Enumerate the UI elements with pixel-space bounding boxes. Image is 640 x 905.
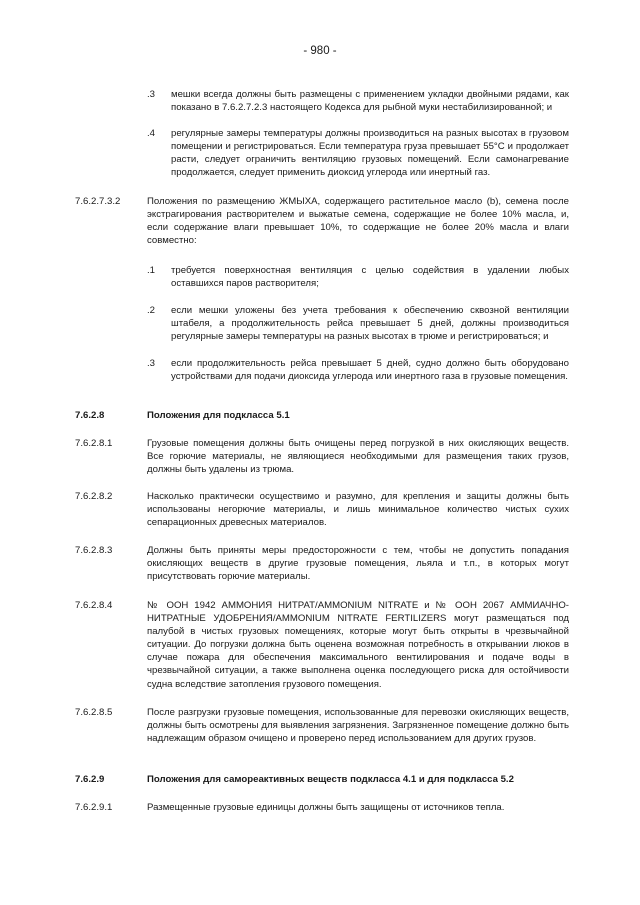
section-number: 7.6.2.8.2 [75, 491, 113, 502]
section-text: Должны быть приняты меры предосторожности с тем, чтобы не допустить попадания окисляющих веществ в другие грузовые помещения, льяла и т.п., в которых могут присутствовать горючие материалы. [147, 545, 569, 583]
section-text: Грузовые помещения должны быть очищены перед погрузкой в них окисляющих веществ. Все горючие материалы, не являющиеся необходимыми для размещения таких грузов, должны быть удалены из трюма. [147, 438, 569, 476]
item-text: если мешки уложены без учета требования к обеспечению сквозной вентиляции штабеля, а продолжительность рейса превышает 5 дней, должны производиться регулярные замеры температуры на разных высотах в трюме и регистрироваться; и [171, 305, 569, 343]
item-label: .2 [147, 305, 156, 316]
item-text: если продолжительность рейса превышает 5 дней, судно должно быть оборудовано устройствами для подачи диоксида углерода или инертного газа в грузовые помещения. [171, 358, 569, 383]
page-number: - 980 - [303, 45, 337, 57]
section-number: 7.6.2.8.5 [75, 707, 113, 718]
item-label: .3 [147, 89, 156, 100]
section-text: После разгрузки грузовые помещения, использованные для перевозки окисляющих веществ, должны быть осмотрены для выявления загрязнения. Загрязненное помещение должно быть надлежащим образом очищено и проверено перед использованием для других грузов. [147, 707, 569, 745]
section-number: 7.6.2.8.3 [75, 545, 113, 556]
item-text: регулярные замеры температуры должны производиться на разных высотах в грузовом помещении и регистрироваться. Если температура груза превышает 55°C и продолжает расти, следует ограничить вентиляцию грузовых помещений. Если самонагревание продолжается, следует применить диоксид углерода или инертный газ. [171, 128, 569, 179]
section-number: 7.6.2.8.1 [75, 438, 113, 449]
section-text: № ООН 1942 АММОНИЯ НИТРАТ/AMMONIUM NITRATE и № ООН 2067 АММИАЧНО-НИТРАТНЫЕ УДОБРЕНИЯ/AMMONIUM NITRATE FERTILIZERS могут размещаться под палубой в чистых грузовых помещениях, которые могут быть открыты в чрезвычайной ситуации. До погрузки должна быть оценена возможная потребность в открывании люков в случае пожара для обеспечения максимального вентилирования и подаче воды в чрезвычайной ситуации, а также выполнена оценка последующего риска для остойчивости судна вследствие затопления грузового помещения. [147, 600, 569, 690]
section-heading: Положения для подкласса 5.1 [147, 410, 290, 421]
item-label: .1 [147, 265, 156, 276]
section-number: 7.6.2.9.1 [75, 802, 113, 813]
item-text: требуется поверхностная вентиляция с целью содействия в удалении любых оставшихся паров растворителя; [171, 265, 569, 290]
section-text: Размещенные грузовые единицы должны быть защищены от источников тепла. [147, 802, 505, 813]
section-text: Положения по размещению ЖМЫХА, содержащего растительное масло (b), семена после экстрагирования растворителем и выжатые семена, содержащие не более 10% масла, и, если содержание влаги превышает 10%, то содержащие не более 20% масла и влаги совместно: [147, 196, 569, 247]
section-heading: Положения для самореактивных веществ подкласса 4.1 и для подкласса 5.2 [147, 774, 514, 785]
section-number: 7.6.2.9 [75, 774, 105, 785]
section-text: Насколько практически осуществимо и разумно, для крепления и защиты должны быть использованы негорючие материалы, и лишь минимальное количество чистых сухих сепарационных древесных материалов. [147, 491, 569, 529]
section-number: 7.6.2.7.3.2 [75, 196, 121, 207]
section-number: 7.6.2.8 [75, 410, 105, 421]
item-label: .4 [147, 128, 156, 139]
item-text: мешки всегда должны быть размещены с применением укладки двойными рядами, как показано в 7.6.2.7.2.3 настоящего Кодекса для рыбной муки нестабилизированной; и [171, 89, 569, 114]
item-label: .3 [147, 358, 156, 369]
section-number: 7.6.2.8.4 [75, 600, 113, 611]
